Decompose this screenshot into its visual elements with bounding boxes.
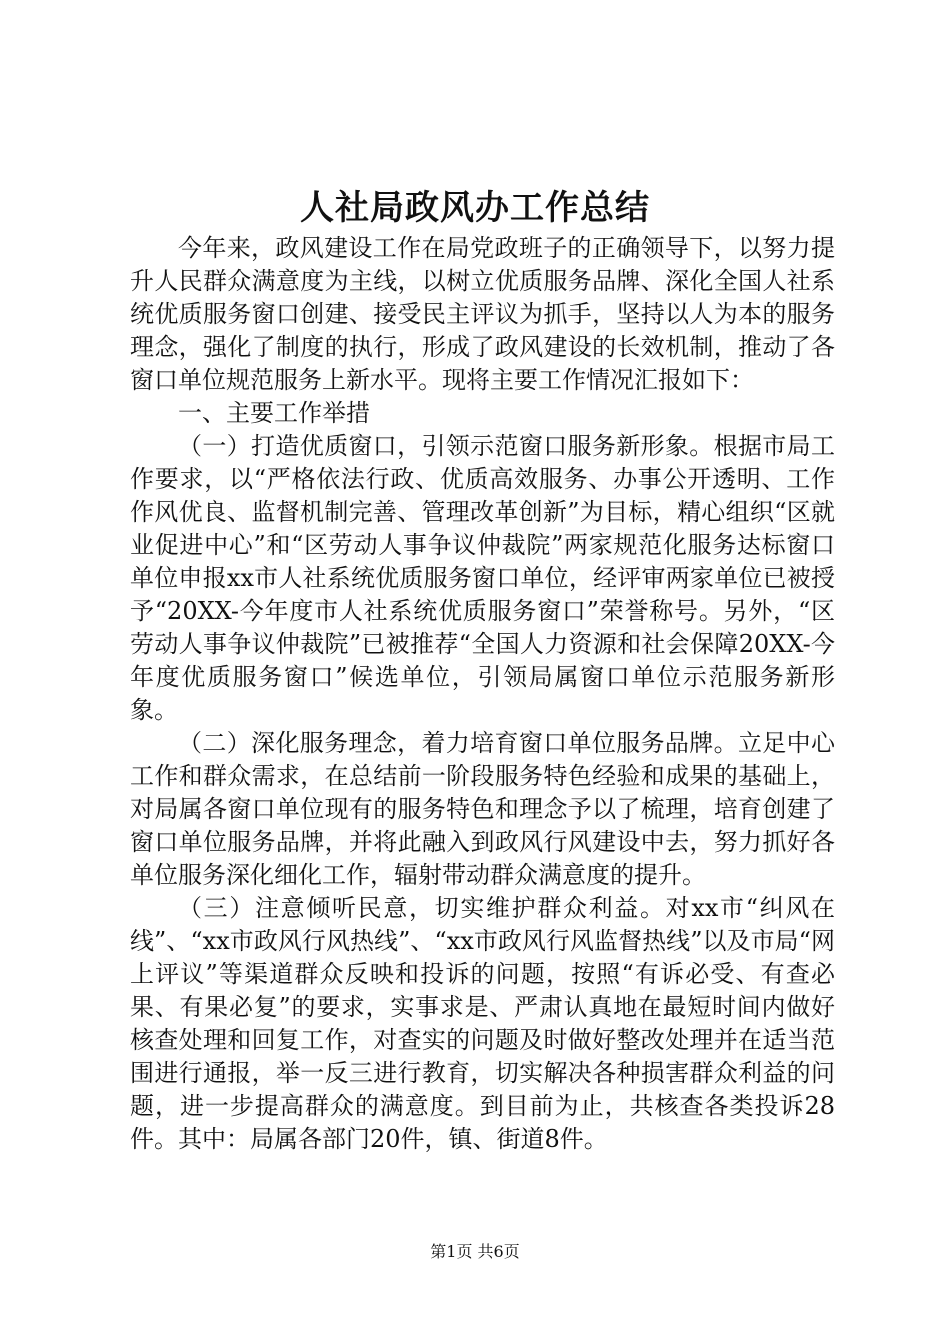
- paragraph-item-2: （二）深化服务理念，着力培育窗口单位服务品牌。立足中心工作和群众需求，在总结前一阶段服务特色经验和成果的基础上，对局属各窗口单位现有的服务特色和理念予以了梳理，培育创建了窗口单位服务品牌，并将此融入到政风行风建设中去，努力抓好各单位服务深化细化工作，辐射带动群众满意度的提升。: [130, 729, 835, 889]
- section-heading: 一、主要工作举措: [178, 399, 370, 427]
- document-body: [130, 232, 835, 1156]
- intro-paragraph: 今年来，政风建设工作在局党政班子的正确领导下，以努力提升人民群众满意度为主线，以树立优质服务品牌、深化全国人社系统优质服务窗口创建、接受民主评议为抓手，坚持以人为本的服务理念，强化了制度的执行，形成了政风建设的长效机制，推动了各窗口单位规范服务上新水平。现将主要工作情况汇报如下：: [130, 234, 835, 394]
- paragraph-item-3: （三）注意倾听民意，切实维护群众利益。对xx市“纠风在线”、“xx市政风行风热线”、“xx市政风行风监督热线”以及市局“网上评议”等渠道群众反映和投诉的问题，按照“有诉必受、有查必果、有果必复”的要求，实事求是、严肃认真地在最短时间内做好核查处理和回复工作，对查实的问题及时做好整改处理并在适当范围进行通报，举一反三进行教育，切实解决各种损害群众利益的问题，进一步提高群众的满意度。到目前为止，共核查各类投诉28件。其中：局属各部门20件，镇、街道8件。: [130, 894, 835, 1153]
- document-title: 人社局政风办工作总结: [300, 188, 650, 228]
- page-footer: 第1页 共6页: [430, 1242, 520, 1261]
- paragraph-item-1: （一）打造优质窗口，引领示范窗口服务新形象。根据市局工作要求，以“严格依法行政、优质高效服务、办事公开透明、工作作风优良、监督机制完善、管理改革创新”为目标，精心组织“区就业促进中心”和“区劳动人事争议仲裁院”两家规范化服务达标窗口单位申报xx市人社系统优质服务窗口单位，经评审两家单位已被授予“20XX-今年度市人社系统优质服务窗口”荣誉称号。另外，“区劳动人事争议仲裁院”已被推荐“全国人力资源和社会保障20XX-今年度优质服务窗口”候选单位，引领局属窗口单位示范服务新形象。: [130, 432, 835, 724]
